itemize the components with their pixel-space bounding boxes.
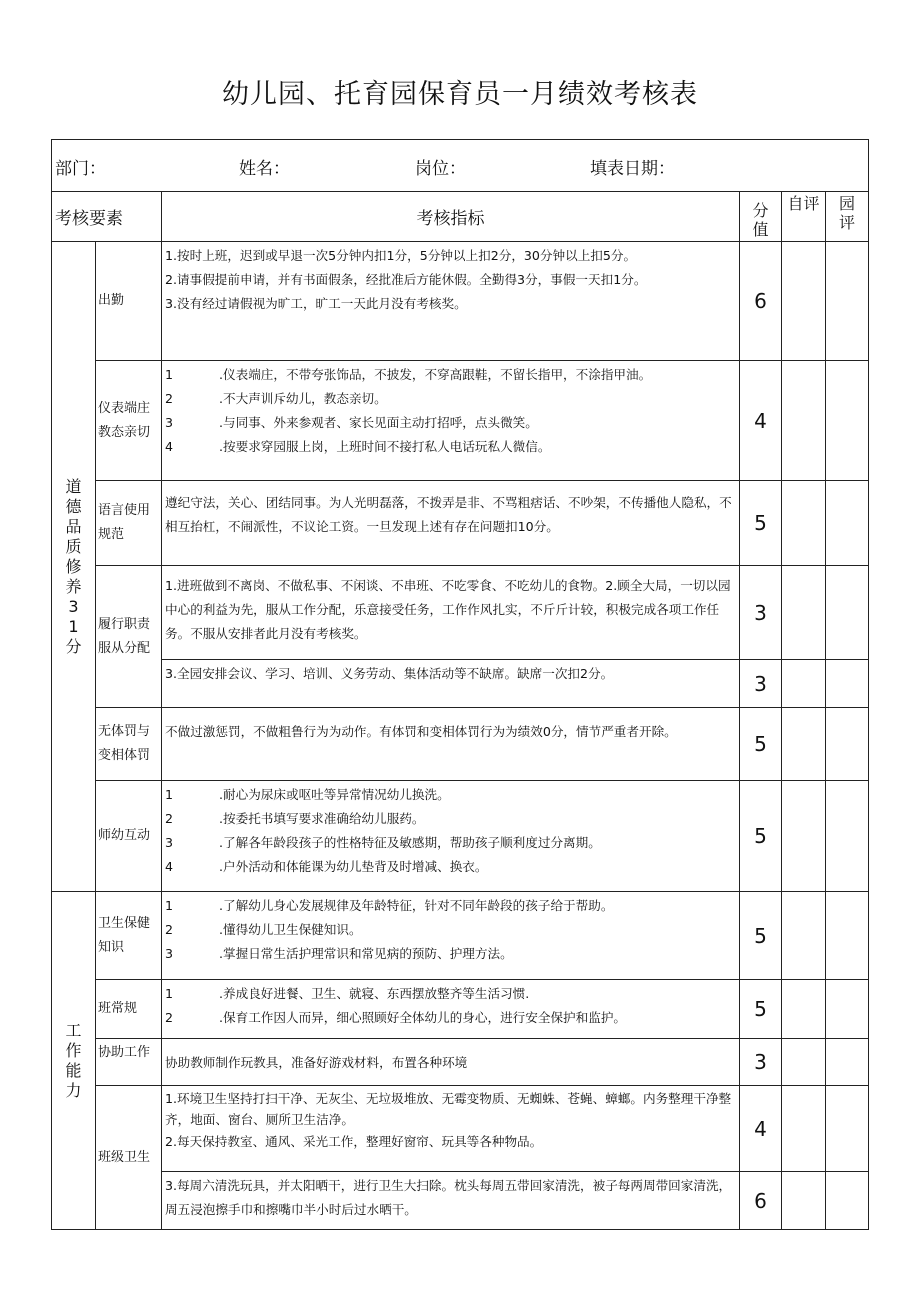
date-label: 填表日期： — [590, 159, 675, 179]
self-eval-cell[interactable] — [782, 566, 826, 660]
indicator-interaction: 1 .耐心为尿床或呕吐等异常情况幼儿换洗。 2 .按委托书填写要求准确给幼儿服药。 3 .了解各年龄段孩子的性格特征及敏感期，帮助孩子顺利度过分离期。 4 .户外活动和体能课为幼儿垫背及时增减、换衣。 — [162, 781, 740, 892]
park-eval-cell[interactable] — [826, 781, 869, 892]
indicator-language: 遵纪守法，关心、团结同事。为人光明磊落，不拨弄是非、不骂粗痞话、不吵架，不传播他人隐私，不相互抬杠，不闹派性，不议论工资。一旦发现上述有存在问题扣10分。 — [162, 481, 740, 566]
park-eval-cell[interactable] — [826, 980, 869, 1039]
self-eval-cell[interactable] — [782, 481, 826, 566]
self-eval-cell[interactable] — [782, 708, 826, 781]
category-ability: 工作能力 — [52, 892, 96, 1230]
score-assist: 3 — [740, 1039, 782, 1086]
indicator-class-hygiene-weekly: 3.每周六清洗玩具，并太阳晒干，进行卫生大扫除。枕头每周五带回家清洗，被子每两周带回家清洗，周五浸泡擦手巾和擦嘴巾半小时后过水晒干。 — [162, 1172, 740, 1230]
score-health: 5 — [740, 892, 782, 980]
info-row — [52, 140, 869, 192]
dept-label: 部门： — [55, 159, 106, 179]
self-eval-cell[interactable] — [782, 980, 826, 1039]
sub-attendance: 出勤 — [96, 242, 162, 361]
indicator-health: 1 .了解幼儿身心发展规律及年龄特征，针对不同年龄段的孩子给于帮助。 2 .懂得幼儿卫生保健知识。 3 .掌握日常生活护理常识和常见病的预防、护理方法。 — [162, 892, 740, 980]
indicator-duty-meeting: 3.全园安排会议、学习、培训、义务劳动、集体活动等不缺席。缺席一次扣2分。 — [162, 660, 740, 708]
col-score: 分值 — [740, 192, 782, 242]
post-label: 岗位： — [415, 159, 466, 179]
score-appearance: 4 — [740, 361, 782, 481]
park-eval-cell[interactable] — [826, 708, 869, 781]
park-eval-cell[interactable] — [826, 1086, 869, 1172]
sub-language: 语言使用规范 — [96, 481, 162, 566]
sub-duty: 履行职责服从分配 — [96, 566, 162, 708]
self-eval-cell[interactable] — [782, 1086, 826, 1172]
score-language: 5 — [740, 481, 782, 566]
park-eval-cell[interactable] — [826, 1039, 869, 1086]
self-eval-cell[interactable] — [782, 1172, 826, 1230]
park-eval-cell[interactable] — [826, 892, 869, 980]
self-eval-cell[interactable] — [782, 361, 826, 481]
sub-routine: 班常规 — [96, 980, 162, 1039]
self-eval-cell[interactable] — [782, 781, 826, 892]
park-eval-cell[interactable] — [826, 660, 869, 708]
category-moral: 道德品质修养31分 — [52, 242, 96, 892]
park-eval-cell[interactable] — [826, 361, 869, 481]
indicator-punishment: 不做过激惩罚，不做粗鲁行为为动作。有体罚和变相体罚行为为绩效0分，情节严重者开除。 — [162, 708, 740, 781]
col-self: 自评 — [782, 192, 826, 242]
self-eval-cell[interactable] — [782, 660, 826, 708]
sub-interaction: 师幼互动 — [96, 781, 162, 892]
park-eval-cell[interactable] — [826, 1172, 869, 1230]
name-label: 姓名： — [239, 159, 290, 179]
self-eval-cell[interactable] — [782, 892, 826, 980]
sub-health: 卫生保健知识 — [96, 892, 162, 980]
page-title: 幼儿园、托育园保育员一月绩效考核表 — [222, 79, 698, 110]
col-park: 园评 — [826, 192, 869, 242]
assessment-table — [51, 139, 869, 1230]
col-element: 考核要素 — [52, 192, 162, 242]
park-eval-cell[interactable] — [826, 566, 869, 660]
self-eval-cell[interactable] — [782, 242, 826, 361]
col-indicator: 考核指标 — [162, 192, 740, 242]
score-punishment: 5 — [740, 708, 782, 781]
score-class-hygiene-weekly: 6 — [740, 1172, 782, 1230]
park-eval-cell[interactable] — [826, 481, 869, 566]
sub-appearance: 仪表端庄教态亲切 — [96, 361, 162, 481]
sub-class-hygiene: 班级卫生 — [96, 1086, 162, 1230]
score-duty-meeting: 3 — [740, 660, 782, 708]
indicator-assist: 协助教师制作玩教具，准备好游戏材料，布置各种环境 — [162, 1039, 740, 1086]
indicator-appearance: 1 .仪表端庄，不带夸张饰品，不披发，不穿高跟鞋，不留长指甲，不涂指甲油。 2 .不大声训斥幼儿，教态亲切。 3 .与同事、外来参观者、家长见面主动打招呼，点头微笑。 4 .按要求穿园服上岗，上班时间不接打私人电话玩私人微信。 — [162, 361, 740, 481]
indicator-attendance: 1.按时上班，迟到或早退一次5分钟内扣1分，5分钟以上扣2分，30分钟以上扣5分。 2.请事假提前申请，并有书面假条，经批准后方能休假。全勤得3分，事假一天扣1分。 3.没有经过请假视为旷工，旷工一天此月没有考核奖。 — [162, 242, 740, 361]
score-attendance: 6 — [740, 242, 782, 361]
park-eval-cell[interactable] — [826, 242, 869, 361]
indicator-routine: 1 .养成良好进餐、卫生、就寝、东西摆放整齐等生活习惯. 2 .保育工作因人而异，细心照顾好全体幼儿的身心，进行安全保护和监护。 — [162, 980, 740, 1039]
indicator-duty: 1.进班做到不离岗、不做私事、不闲谈、不串班、不吃零食、不吃幼儿的食物。2.顾全大局，一切以园中心的利益为先，服从工作分配，乐意接受任务，工作作风扎实，不斤斤计较，积极完成各项工作任务。不服从安排者此月没有考核奖。 — [162, 566, 740, 660]
indicator-class-hygiene: 1.环境卫生坚持打扫干净、无灰尘、无垃圾堆放、无霉变物质、无蜘蛛、苍蝇、蟑螂。内务整理干净整齐，地面、窗台、厕所卫生洁净。 2.每天保持教室、通风、采光工作，整理好窗帘、玩具等各种物品。 — [162, 1086, 740, 1172]
score-routine: 5 — [740, 980, 782, 1039]
score-interaction: 5 — [740, 781, 782, 892]
score-class-hygiene: 4 — [740, 1086, 782, 1172]
score-duty: 3 — [740, 566, 782, 660]
sub-assist: 协助工作 — [96, 1039, 162, 1086]
self-eval-cell[interactable] — [782, 1039, 826, 1086]
sub-punishment: 无体罚与变相体罚 — [96, 708, 162, 781]
